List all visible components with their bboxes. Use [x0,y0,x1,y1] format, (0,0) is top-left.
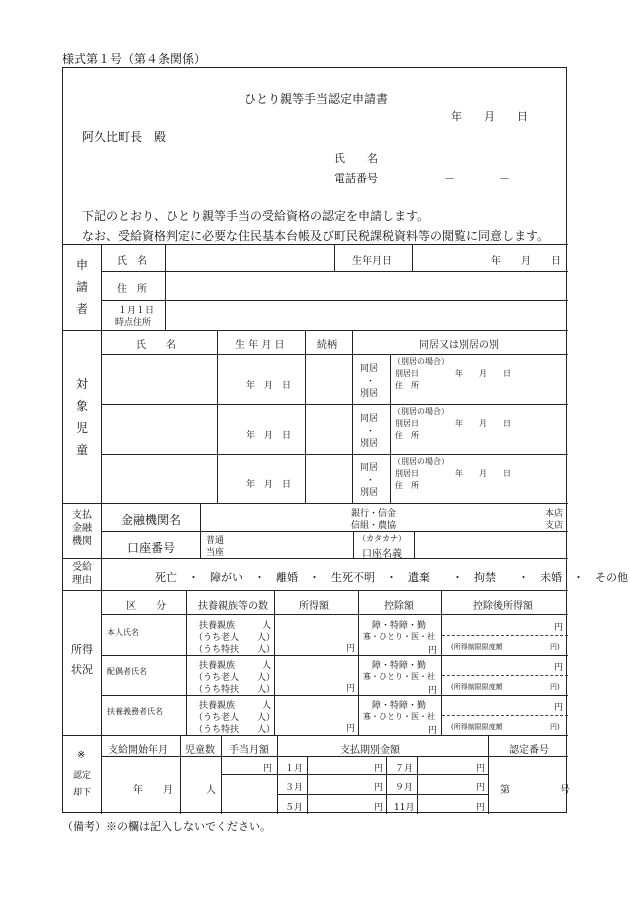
bank-institution-label: 金融機関名 [121,513,182,527]
account-number-field[interactable] [243,533,349,556]
income-row-2-label: 配偶者氏名 [107,667,147,676]
account-holder-field[interactable] [416,533,566,556]
child-3-separate-date-field[interactable]: 年 月 日 [455,469,511,478]
income-category-header: 区 分 [126,601,166,612]
children-section-label: 対 象 児 童 [75,377,88,457]
official-month-9-yen: 円 [476,783,486,793]
application-form [62,67,628,813]
child-3-separate-case: （別居の場合） [393,457,449,466]
applicant-address-label: 住 所 [117,284,147,295]
bank-institution-field[interactable] [202,505,342,529]
applicant-birth-label: 生年月日 [352,256,392,267]
income-row-1-dependents[interactable]: 扶養親族 人 [199,621,272,631]
reason-section-label: 受給 理由 [72,562,92,586]
income-row-3-special[interactable]: （うち特扶 人） [194,725,276,735]
income-deduction-header: 控除額 [384,601,414,612]
income-row-2-deduction-yen: 円 [428,686,438,696]
child-3-cohabit-option-2[interactable]: 別居 [360,488,379,498]
official-amount-yen: 円 [263,764,273,774]
income-row-3-elderly[interactable]: （うち老人 人） [194,713,276,723]
child-3-cohabit-option-1[interactable]: 同居 [360,463,379,473]
official-amount-header: 手当月額 [229,745,269,756]
account-type-ordinary[interactable]: 普通 [206,536,225,546]
child-1-separate-date-label: 別居日 [395,369,419,378]
income-row-1-after-yen: 円 [554,623,564,633]
form-title: ひとり親等手当認定申請書 [244,92,389,106]
income-row-2-income-yen: 円 [346,684,356,694]
official-month-7: ７月 [395,764,414,774]
official-month-9: ９月 [395,783,414,793]
income-row-3-income-yen: 円 [346,724,356,734]
official-cert-header: 認定番号 [509,745,549,756]
account-holder-kana-label: （カタカナ） [358,534,406,543]
child-2-cohabit-dot: ・ [366,427,376,437]
child-1-birth-field[interactable]: 年 月 日 [246,381,292,391]
income-row-2-elderly[interactable]: （うち老人 人） [194,673,276,683]
child-3-relation-field[interactable] [307,456,350,501]
bank-type-2[interactable]: 信組・農協 [351,521,397,531]
child-2-birth-field[interactable]: 年 月 日 [246,431,292,441]
declaration-line-1: 下記のとおり、ひとり親等手当の受給資格の認定を申請します。 [82,209,430,223]
income-row-1-income-yen: 円 [346,644,356,654]
income-row-1-limit-note: (所得制限限度額 [451,643,503,651]
child-1-separate-case: （別居の場合） [393,357,449,366]
applicant-birth-field[interactable]: 年 月 日 [491,256,561,267]
official-start-header: 支給開始年月 [108,745,168,756]
official-month-1: １月 [285,764,304,774]
income-row-2-deduction-types-2[interactable]: 寡・ひとり・医・社 [363,672,435,681]
form-header [63,68,566,244]
declaration-line-2: なお、受給資格判定に必要な住民基本台帳及び町民税課税資料等の閲覧に同意します。 [82,229,550,243]
child-2-separate-date-field[interactable]: 年 月 日 [455,419,511,428]
official-count-value: 人 [206,785,216,796]
income-row-3-deduction-types-2[interactable]: 寡・ひとり・医・社 [363,712,435,721]
official-mark: ※ [77,750,86,761]
applicant-address-field[interactable] [167,273,565,298]
applicant-section-label: 申 請 者 [75,258,88,316]
official-cert-value: 第 号 [500,785,570,796]
income-row-1-deduction-types-1[interactable]: 障・特障・勤 [372,621,427,631]
account-holder-label: 口座名義 [362,549,402,560]
income-row-1-label: 本人氏名 [107,628,139,637]
child-2-separate-address-label: 住 所 [395,431,419,440]
official-start-value: 年 月 [133,785,173,796]
income-row-1-limit-yen: 円) [550,643,560,651]
income-row-3-deduction-types-1[interactable]: 障・特障・勤 [372,701,427,711]
submission-date[interactable]: 年 月 日 [451,110,528,123]
income-row-3-label: 扶養義務者氏名 [107,707,163,716]
applicant-jan1-label-2: 時点住所 [115,318,152,328]
child-3-name-field[interactable] [103,456,215,501]
income-row-2-limit-yen: 円) [550,683,560,691]
child-2-separate-case: （別居の場合） [393,407,449,416]
child-3-separate-address-label: 住 所 [395,481,419,490]
official-count-header: 児童数 [185,745,215,756]
child-1-cohabit-option-2[interactable]: 別居 [360,389,379,399]
income-row-3-dependents[interactable]: 扶養親族 人 [199,701,272,711]
official-month-11-yen: 円 [476,803,486,813]
income-row-3-deduction-yen: 円 [428,726,438,736]
income-row-2-dependents[interactable]: 扶養親族 人 [199,661,272,671]
income-row-3-after-yen: 円 [554,703,564,713]
child-2-separate-date-label: 別居日 [395,419,419,428]
official-month-3-yen: 円 [374,783,384,793]
income-amount-header: 所得額 [299,601,329,612]
official-month-11: 11月 [394,803,415,813]
income-row-1-deduction-types-2[interactable]: 寡・ひとり・医・社 [363,632,435,641]
account-type-current[interactable]: 当座 [206,548,225,558]
income-row-3-limit-note: (所得制限限度額 [451,723,503,731]
form-number: 様式第１号（第４条関係） [62,52,207,66]
child-2-cohabit-option-1[interactable]: 同居 [360,414,379,424]
official-section-label: 認定 却下 [72,771,91,798]
official-period-header: 支払期別金額 [340,745,400,756]
child-1-cohabit-dot: ・ [366,377,376,387]
income-row-2-deduction-types-1[interactable]: 障・特障・勤 [372,661,427,671]
official-month-1-yen: 円 [374,764,384,774]
bank-section-label: 支払 金融 機関 [72,510,92,547]
child-1-relation-field[interactable] [307,356,350,402]
child-3-cohabit-dot: ・ [366,476,376,486]
applicant-name-label: 氏 名 [117,256,147,267]
bank-type-1[interactable]: 銀行・信金 [351,509,397,519]
child-2-name-field[interactable] [103,406,215,452]
child-name-header: 氏 名 [136,340,176,351]
income-row-2-special[interactable]: （うち特扶 人） [194,685,276,695]
child-3-birth-field[interactable]: 年 月 日 [246,480,292,490]
applicant-jan1-label-1: １月１日 [118,306,155,316]
income-row-1-deduction-yen: 円 [428,646,438,656]
applicant-jan1-address-field[interactable] [167,302,565,328]
income-row-2-after-yen: 円 [554,663,564,673]
child-1-separate-date-field[interactable]: 年 月 日 [455,369,511,378]
income-dependents-header: 扶養親族等の数 [198,601,268,612]
income-section-label: 所得 状況 [71,643,93,676]
income-after-header: 控除後所得額 [473,601,533,612]
income-row-3-limit-yen: 円) [550,723,560,731]
income-row-1-elderly[interactable]: （うち老人 人） [194,633,276,643]
bank-branch-sub[interactable]: 支店 [545,521,564,531]
child-relation-header: 続柄 [317,340,337,351]
signer-name-label: 氏 名 [334,152,378,165]
official-month-3: ３月 [285,783,304,793]
child-3-separate-date-label: 別居日 [395,469,419,478]
income-row-1-special[interactable]: （うち特扶 人） [194,645,276,655]
income-row-2-limit-note: (所得制限限度額 [451,683,503,691]
bank-branch-main[interactable]: 本店 [545,509,564,519]
remarks: （備考）※の欄は記入しないでください。 [62,820,271,833]
child-cohabit-header: 同居又は別居の別 [419,340,499,351]
addressee: 阿久比町長 殿 [82,130,167,144]
child-1-name-field[interactable] [103,356,215,402]
signer-phone-field[interactable]: － － [444,172,510,185]
reason-options[interactable]: 死亡 ・ 障がい ・ 離婚 ・ 生死不明 ・ 遺棄 ・ 拘禁 ・ 未婚 ・ その他 [155,571,628,584]
child-2-relation-field[interactable] [307,406,350,452]
child-birth-header: 生 年 月 日 [235,340,285,351]
applicant-name-field[interactable] [167,246,331,269]
official-month-5: ５月 [285,803,304,813]
official-month-5-yen: 円 [374,803,384,813]
child-1-cohabit-option-1[interactable]: 同居 [360,364,379,374]
child-2-cohabit-option-2[interactable]: 別居 [360,439,379,449]
bank-account-number-label: 口座番号 [127,541,176,555]
signer-phone-label: 電話番号 [334,172,378,185]
official-month-7-yen: 円 [476,764,486,774]
child-1-separate-address-label: 住 所 [395,381,419,390]
